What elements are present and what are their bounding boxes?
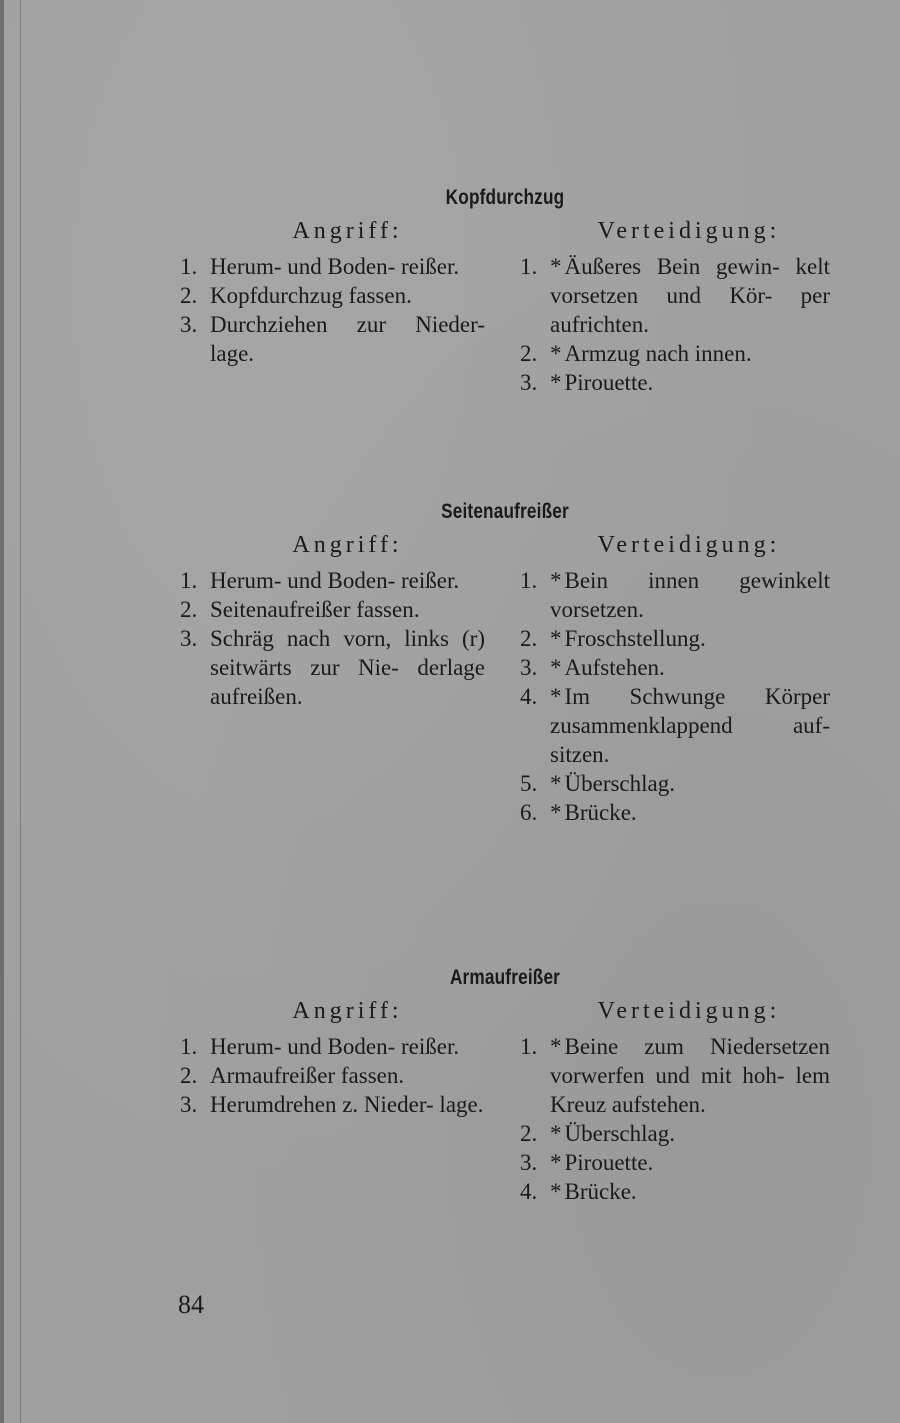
asterisk-mark: * — [550, 655, 562, 680]
attack-list — [180, 252, 485, 368]
list-item — [520, 769, 830, 798]
item-text: Im Schwunge Körper zusammenklappend auf- sitzen. — [550, 684, 830, 767]
asterisk-mark: * — [550, 370, 562, 395]
defense-column — [520, 998, 830, 1206]
asterisk-mark: * — [550, 684, 562, 709]
list-item — [180, 1061, 485, 1090]
list-item — [520, 1032, 830, 1119]
item-text: Armzug nach innen. — [564, 341, 752, 366]
item-text: Bein innen gewinkelt vorsetzen. — [550, 568, 830, 622]
asterisk-mark: * — [550, 341, 562, 366]
attack-column — [180, 998, 485, 1206]
list-item — [520, 653, 830, 682]
list-item — [180, 624, 485, 711]
page-fold-line — [20, 0, 21, 1423]
page-number: 84 — [178, 1290, 204, 1319]
item-number: 4. — [520, 684, 538, 709]
defense-column — [520, 532, 830, 827]
asterisk-mark: * — [550, 800, 562, 825]
list-item — [520, 1119, 830, 1148]
list-item — [180, 281, 485, 310]
asterisk-mark: * — [550, 626, 562, 651]
item-text: Aufstehen. — [564, 655, 665, 680]
attack-list — [180, 566, 485, 711]
asterisk-mark: * — [550, 771, 562, 796]
list-item — [180, 310, 485, 368]
item-number: 3. — [520, 655, 538, 680]
item-number: 1. — [180, 254, 198, 279]
defense-list — [520, 566, 830, 827]
list-item — [180, 252, 485, 281]
section-kopfdurchzug — [180, 186, 830, 397]
item-number: 1. — [520, 254, 538, 279]
defense-list — [520, 1032, 830, 1206]
asterisk-mark: * — [550, 1179, 562, 1204]
item-number: 3. — [180, 626, 198, 651]
attack-list — [180, 1032, 485, 1119]
item-number: 2. — [180, 283, 198, 308]
section-title: Armaufreißer — [449, 966, 561, 989]
asterisk-mark: * — [550, 1121, 562, 1146]
defense-heading: Verteidigung: — [597, 998, 781, 1024]
item-text: Pirouette. — [564, 370, 654, 395]
item-number: 6. — [520, 800, 538, 825]
asterisk-mark: * — [550, 1034, 562, 1059]
defense-heading: Verteidigung: — [597, 218, 781, 244]
section-title: Seitenaufreißer — [441, 500, 569, 523]
item-number: 3. — [520, 370, 538, 395]
item-text: Herum- und Boden- reißer. — [210, 568, 460, 593]
list-item — [520, 339, 830, 368]
item-text: Schräg nach vorn, links (r) seitwärts zur Nie- derlage aufreißen. — [210, 626, 485, 709]
item-text: Überschlag. — [564, 1121, 675, 1146]
item-text: Seitenaufreißer fassen. — [210, 597, 420, 622]
list-item — [180, 1090, 485, 1119]
item-number: 2. — [520, 1121, 538, 1146]
item-number: 2. — [520, 626, 538, 651]
list-item — [520, 1177, 830, 1206]
item-text: Brücke. — [564, 800, 637, 825]
list-item — [520, 1148, 830, 1177]
defense-heading: Verteidigung: — [597, 532, 781, 558]
defense-list — [520, 252, 830, 397]
attack-heading: Angriff: — [292, 218, 403, 244]
list-item — [520, 368, 830, 397]
item-number: 5. — [520, 771, 538, 796]
section-armaufreisser — [180, 966, 830, 1206]
asterisk-mark: * — [550, 254, 562, 279]
section-seitenaufreisser — [180, 500, 830, 827]
item-number: 3. — [180, 1092, 198, 1117]
item-text: Kopfdurchzug fassen. — [210, 283, 412, 308]
item-text: Herum- und Boden- reißer. — [210, 1034, 460, 1059]
item-text: Froschstellung. — [564, 626, 706, 651]
item-text: Herum- und Boden- reißer. — [210, 254, 460, 279]
list-item — [520, 624, 830, 653]
attack-heading: Angriff: — [292, 532, 403, 558]
list-item — [520, 682, 830, 769]
item-number: 2. — [520, 341, 538, 366]
item-text: Armaufreißer fassen. — [210, 1063, 405, 1088]
item-text: Herumdrehen z. Nieder- lage. — [210, 1092, 484, 1117]
item-number: 2. — [180, 1063, 198, 1088]
item-text: Überschlag. — [564, 771, 675, 796]
asterisk-mark: * — [550, 568, 562, 593]
list-item — [520, 252, 830, 339]
asterisk-mark: * — [550, 1150, 562, 1175]
item-number: 1. — [180, 568, 198, 593]
list-item — [180, 566, 485, 595]
page-edge — [0, 0, 4, 1423]
attack-column — [180, 532, 485, 827]
item-text: Brücke. — [564, 1179, 637, 1204]
item-text: Äußeres Bein gewin- kelt vorsetzen und Kör- per aufrichten. — [550, 254, 830, 337]
list-item — [180, 595, 485, 624]
item-text: Beine zum Niedersetzen vorwerfen und mit hoh- lem Kreuz aufstehen. — [550, 1034, 830, 1117]
defense-column — [520, 218, 830, 397]
item-number: 4. — [520, 1179, 538, 1204]
section-title: Kopfdurchzug — [445, 186, 565, 209]
item-number: 1. — [520, 1034, 538, 1059]
item-number: 3. — [520, 1150, 538, 1175]
attack-heading: Angriff: — [292, 998, 403, 1024]
item-text: Durchziehen zur Nieder- lage. — [210, 312, 485, 366]
item-number: 3. — [180, 312, 198, 337]
item-number: 1. — [520, 568, 538, 593]
item-text: Pirouette. — [564, 1150, 654, 1175]
item-number: 2. — [180, 597, 198, 622]
list-item — [520, 566, 830, 624]
attack-column — [180, 218, 485, 397]
list-item — [520, 798, 830, 827]
list-item — [180, 1032, 485, 1061]
item-number: 1. — [180, 1034, 198, 1059]
